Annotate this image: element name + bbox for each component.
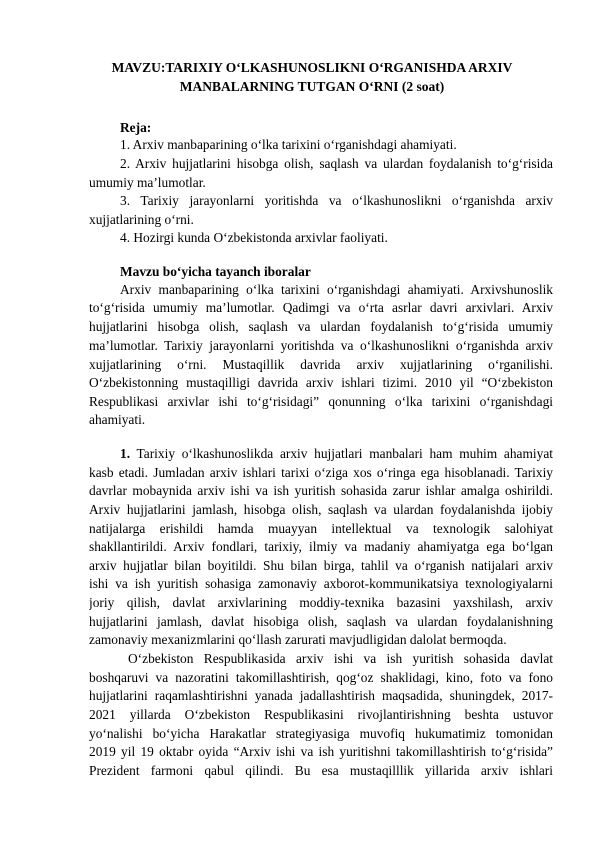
- section1-line-2: kasb etadi. Jumladan arxiv ishlari tarixi o‘ziga xos o‘ringa ega hisoblanadi. Tarixiy: [89, 465, 553, 480]
- section1-number: 1.: [120, 446, 131, 461]
- section1-line-5: natijalarga erishildi hamda muayyan intellektual va texnologik salohiyat: [89, 521, 553, 536]
- section1-line-4: Arxiv hujjatlarini jamlash, hisobga olish, saqlash va ulardan foydalanishda ijobiy: [89, 502, 553, 517]
- terms-line-1: Arxiv manbaparining o‘lka tarixini o‘rganishdagi ahamiyati. Arxivshunoslik: [120, 282, 553, 297]
- terms-line-6: O‘zbekistonning mustaqilligi davrida arxiv ishlari tizimi. 2010 yil “O‘zbekiston: [89, 375, 553, 390]
- section1-line-7: arxiv hujjatlar bilan boyitildi. Shu bilan birga, tahlil va o‘rganish natijalari arxiv: [89, 558, 553, 573]
- section1-line-9: joriy qilish, davlat arxivlarining moddiy-texnika bazasini yaxshilash, arxiv: [89, 595, 553, 610]
- plan-item-4: 4. Hozirgi kunda O‘zbekistonda arxivlar faoliyati.: [120, 230, 388, 245]
- plan-item-2-cont: umumiy ma’lumotlar.: [89, 175, 206, 190]
- plan-item-1: 1. Arxiv manbaparining o‘lka tarixini o‘rganishdagi ahamiyati.: [120, 137, 457, 152]
- terms-line-3: hujjatlarini hisobga olish, saqlash va ulardan foydalanish to‘g‘risida umumiy: [89, 319, 553, 334]
- section2-line-2: boshqaruvi va nazoratini takomillashtirish, qog‘oz shaklidagi, kino, foto va fono: [89, 670, 553, 685]
- section2-line-7: Prezident farmoni qabul qilindi. Bu esa mustaqilllik yillarida arxiv ishlari: [89, 763, 553, 778]
- plan-heading: Reja:: [120, 120, 152, 135]
- section1-line-10: hujjatlarini jamlash, davlat hisobiga olish, saqlash va ulardan foydalanishning: [89, 614, 553, 629]
- section1-line-8: ishi va ish yuritish sohasiga zamonaviy axborot-kommunikatsiya texnologiyalarni: [89, 576, 553, 591]
- plan-item-3-cont: xujjatlarining o‘rni.: [89, 212, 194, 227]
- section2-line-5: yo‘nalishi bo‘yicha Harakatlar strategiyasiga muvofiq hukumatimiz tomonidan: [89, 726, 553, 741]
- section2-line-1: O‘zbekiston Respublikasida arxiv ishi va ish yuritish sohasida davlat: [128, 651, 553, 666]
- section2-line-6: 2019 yil 19 oktabr oyida “Arxiv ishi va ish yuritishni takomillashtirish to‘g‘risida”: [89, 744, 553, 759]
- section1-line-6: shakllantirildi. Arxiv fondlari, tarixiy, ilmiy va madaniy ahamiyatga ega bo‘lgan: [89, 539, 553, 554]
- plan-item-3: 3. Tarixiy jarayonlarni yoritishda va o‘lkashunoslikni o‘rganishda arxiv: [120, 193, 553, 208]
- terms-line-7: Respublikasi arxivlar ishi to‘g‘risidagi” qonunning o‘lka tarixini o‘rganishdagi: [89, 394, 553, 409]
- section2-line-4: 2021 yillarda O‘zbekiston Respublikasini rivojlantirishning beshta ustuvor: [89, 707, 553, 722]
- terms-line-8: ahamiyati.: [89, 412, 146, 427]
- section1-line-3: davrlar mobaynida arxiv ishi va ish yuritish sohasida zarur ishlar amalga oshirildi.: [89, 483, 553, 498]
- terms-line-4: ma’lumotlar. Tarixiy jarayonlarni yoritishda va o‘lkashunoslikni o‘rganishda arxiv: [89, 338, 553, 353]
- terms-line-2: to‘g‘risida umumiy ma’lumotlar. Qadimgi va o‘rta asrlar davri arxivlari. Arxiv: [89, 300, 553, 315]
- section2-line-3: hujjatlarini raqamlashtirishni yanada jadallashtirish maqsadida, shuningdek, 2017-: [89, 688, 553, 703]
- title-line-1: MAVZU:TARIXIY O‘LKASHUNOSLIKNI O‘RGANISHDA ARXIV: [111, 60, 513, 75]
- terms-line-5: xujjatlarining o‘rni. Mustaqillik davrida arxiv xujjatlarining o‘rganilishi.: [89, 357, 553, 372]
- document-title: [88, 58, 536, 96]
- section1-line-1: [120, 444, 553, 463]
- terms-heading: Mavzu bo‘yicha tayanch iboralar: [120, 264, 311, 279]
- plan-item-2: 2. Arxiv hujjatlarini hisobga olish, saqlash va ulardan foydalanish to‘g‘risida: [120, 156, 553, 171]
- title-line-2: MANBALARNING TUTGAN O‘RNI (2 soat): [179, 79, 445, 94]
- section1-line-11: zamonaviy mexanizmlarini qo‘llash zarurati mavjudligidan dalolat bermoqda.: [89, 632, 507, 647]
- section1-line-1-text: Tarixiy o‘lkashunoslikda arxiv hujjatlari manbalari ham muhim ahamiyat: [136, 446, 553, 461]
